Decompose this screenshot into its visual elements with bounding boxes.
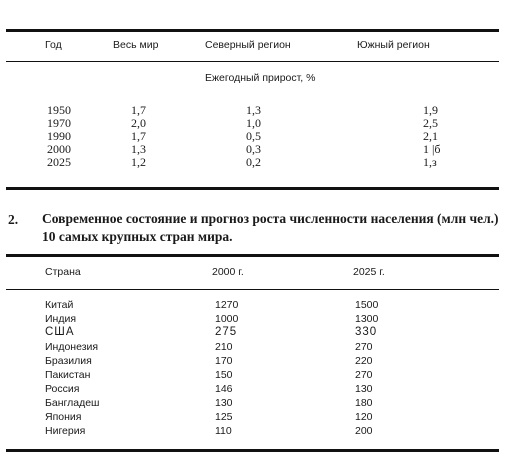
- table1-cell-year: 1950: [47, 103, 71, 117]
- table2-header-2025: 2025 г.: [353, 266, 385, 278]
- table2-cell-country: Япония: [45, 411, 82, 423]
- table1-header-rule: [6, 61, 499, 62]
- table2-cell-country: Пакистан: [45, 369, 91, 381]
- table2-cell-country: Россия: [45, 383, 80, 395]
- table1-cell-year: 2025: [47, 155, 71, 169]
- table2-cell-country: Китай: [45, 299, 74, 311]
- table1-row: [0, 155, 512, 168]
- table1-subheader: Ежегодный прирост, %: [205, 72, 316, 84]
- table2-row: [0, 383, 512, 397]
- table2-cell-2025: 270: [355, 369, 373, 381]
- table2-cell-2025: 180: [355, 397, 373, 409]
- section-title: Современное состояние и прогноз роста численности населения (млн чел.) 10 самых крупных стран мира.: [42, 211, 499, 244]
- table2-cell-2000: 146: [215, 383, 233, 395]
- table1-cell-world: 1,3: [131, 142, 146, 156]
- table1-row: [0, 129, 512, 142]
- table1-header-south: Южный регион: [357, 39, 430, 51]
- table1-cell-north: 0,2: [246, 155, 261, 169]
- table1-cell-year: 1990: [47, 129, 71, 143]
- table1-cell-world: 1,2: [131, 155, 146, 169]
- table2-cell-2025: 130: [355, 383, 373, 395]
- table2-row: [0, 411, 512, 425]
- table2-cell-2025: 120: [355, 411, 373, 423]
- table2-cell-country: США: [45, 326, 75, 338]
- table2-cell-2000: 275: [215, 326, 238, 338]
- table2-cell-2000: 210: [215, 341, 233, 353]
- table2-header-2000: 2000 г.: [212, 266, 244, 278]
- table2-cell-country: Индия: [45, 313, 77, 325]
- table2-header-country: Страна: [45, 266, 81, 278]
- table2-row: [0, 425, 512, 439]
- table2-top-rule: [6, 254, 499, 257]
- table2-cell-2025: 1500: [355, 299, 379, 311]
- table2-header-rule: [6, 289, 499, 290]
- table2-row: [0, 397, 512, 411]
- table1-cell-world: 1,7: [131, 129, 146, 143]
- table2-cell-country: Бразилия: [45, 355, 92, 367]
- table1-cell-year: 2000: [47, 142, 71, 156]
- table2-cell-2000: 125: [215, 411, 233, 423]
- table2-cell-2025: 330: [355, 326, 378, 338]
- table2-cell-2000: 130: [215, 397, 233, 409]
- table1-cell-north: 0,5: [246, 129, 261, 143]
- table2-row: [0, 299, 512, 313]
- table1-cell-world: 1,7: [131, 103, 146, 117]
- table1-cell-north: 0,3: [246, 142, 261, 156]
- table1-header-world: Весь мир: [113, 39, 159, 51]
- table1-row: [0, 103, 512, 116]
- table1-top-rule: [6, 29, 499, 32]
- table2-cell-2000: 1270: [215, 299, 239, 311]
- table2-cell-2000: 110: [215, 425, 232, 437]
- table2-bottom-rule: [6, 449, 499, 452]
- table1-cell-south: 1,з: [423, 155, 437, 169]
- table1-cell-year: 1970: [47, 116, 71, 130]
- table1-cell-south: 2,1: [423, 129, 438, 143]
- table2-cell-2000: 170: [215, 355, 233, 367]
- section-number: 2.: [8, 212, 19, 227]
- table2-row: [0, 369, 512, 383]
- table2-cell-2000: 1000: [215, 313, 239, 325]
- table1-cell-north: 1,0: [246, 116, 261, 130]
- table2-cell-2025: 200: [355, 425, 373, 437]
- table2-cell-2025: 220: [355, 355, 373, 367]
- table2-cell-country: Бангладеш: [45, 397, 100, 409]
- table2-row: [0, 355, 512, 369]
- table2-row: [0, 326, 512, 340]
- table1-row: [0, 116, 512, 129]
- table2-cell-country: Нигерия: [45, 425, 86, 437]
- table2-cell-2000: 150: [215, 369, 233, 381]
- table2-cell-2025: 1300: [355, 313, 379, 325]
- table1-cell-north: 1,3: [246, 103, 261, 117]
- table2-cell-country: Индонезия: [45, 341, 99, 353]
- table1-header-north: Северный регион: [205, 39, 291, 51]
- table2-row: [0, 341, 512, 355]
- table1-cell-south: 2,5: [423, 116, 438, 130]
- table2-cell-2025: 270: [355, 341, 373, 353]
- table1-row: [0, 142, 512, 155]
- table1-header-year: Год: [45, 39, 62, 51]
- table1-bottom-rule: [6, 187, 499, 190]
- table1-cell-world: 2,0: [131, 116, 146, 130]
- table1-cell-south: 1,9: [423, 103, 438, 117]
- table1-cell-south: 1 |б: [423, 142, 441, 156]
